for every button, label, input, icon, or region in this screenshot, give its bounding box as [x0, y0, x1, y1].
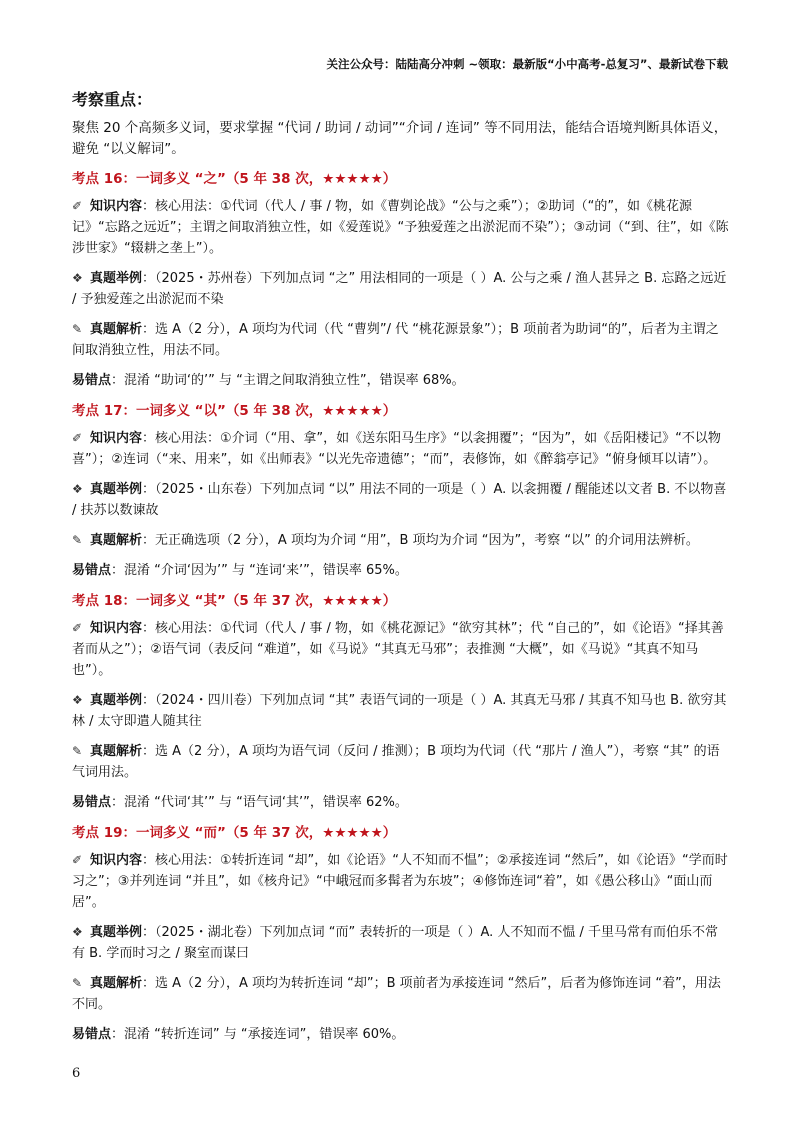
analysis-text: ：选 A（2 分），A 项均为语气词（反问 / 推测）；B 项均为代词（代 “那片 / 渔人”），考察 “其” 的语气词用法。: [72, 744, 720, 780]
diamond-icon: ❖: [72, 482, 83, 496]
example-text: ：（2025・苏州卷）下列加点词 “之” 用法相同的一项是（ ）A. 公与之乘 / 渔人甚异之 B. 忘路之远近 / 予独爱莲之出淤泥而不染: [72, 271, 727, 307]
pencil-icon: ✐: [72, 621, 83, 635]
knowledge-label: 知识内容: [90, 199, 143, 214]
mistake-text: ：混淆 “代词‘其’” 与 “语气词‘其’”，错误率 62%。: [111, 795, 408, 810]
point-title: 考点 17：一词多义 “以”（5 年 38 次，★★★★★）: [72, 403, 397, 419]
point-mistake: [72, 560, 730, 581]
knowledge-text: ：核心用法：①代词（代人 / 事 / 物，如《桃花源记》“欲穷其林”；代 “自己的”，如《论语》“择其善者而从之”）；②语气词（表反问 “难道”，如《马说》“其真无马邪”；表推测 “大概”，如《马说》“其真不知马也”）。: [72, 621, 724, 678]
point-analysis: [72, 319, 730, 361]
example-text: ：（2024・四川卷）下列加点词 “其” 表语气词的一项是（ ）A. 其真无马邪 / 其真不知马也 B. 欲穷其林 / 太守即遣人随其往: [72, 693, 727, 729]
point-analysis: [72, 530, 730, 551]
mistake-label: 易错点: [72, 563, 112, 578]
point-example: [72, 268, 730, 310]
example-text: ：（2025・湖北卷）下列加点词 “而” 表转折的一项是（ ）A. 人不知而不愠 / 千里马常有而伯乐不常有 B. 学而时习之 / 聚室而谋曰: [72, 925, 719, 961]
point-block: [72, 590, 730, 813]
point-title: 考点 16：一词多义 “之”（5 年 38 次，★★★★★）: [72, 171, 397, 187]
analysis-label: 真题解析: [90, 322, 143, 337]
intro-paragraph: 聚焦 20 个高频多义词，要求掌握 “代词 / 助词 / 动词”“介词 / 连词” 等不同用法，能结合语境判断具体语义，避免 “以义解词”。: [72, 120, 728, 157]
analysis-label: 真题解析: [90, 533, 143, 548]
point-block: [72, 168, 730, 391]
analysis-text: ：选 A（2 分），A 项均为代词（代 “曹刿”/ 代 “桃花源景象”）；B 项前者为助词“的”，后者为主谓之间取消独立性，用法不同。: [72, 322, 719, 358]
example-label: 真题举例: [90, 482, 143, 497]
point-title: 考点 18：一词多义 “其”（5 年 37 次，★★★★★）: [72, 593, 397, 609]
points-list: [72, 168, 730, 1045]
diamond-icon: ❖: [72, 693, 83, 707]
analysis-label: 真题解析: [90, 976, 143, 991]
diamond-icon: ❖: [72, 271, 83, 285]
point-knowledge: [72, 428, 730, 470]
point-analysis: [72, 973, 730, 1015]
diamond-icon: ❖: [72, 925, 83, 939]
knowledge-text: ：核心用法：①转折连词 “却”，如《论语》“人不知而不愠”；②承接连词 “然后”，如《论语》“学而时习之”；③并列连词 “并且”，如《核舟记》“中峨冠而多髯者为东坡”；④修饰连词“着”，如《愚公移山》“面山而居”。: [72, 853, 728, 910]
point-title: 考点 19：一词多义 “而”（5 年 37 次，★★★★★）: [72, 825, 397, 841]
point-example: [72, 690, 730, 732]
pen-icon: ✎: [72, 744, 83, 758]
point-knowledge: [72, 850, 730, 913]
knowledge-text: ：核心用法：①代词（代人 / 事 / 物，如《曹刿论战》“公与之乘”）；②助词（“的”，如《桃花源记》“忘路之远近”；主谓之间取消独立性，如《爱莲说》“予独爱莲之出淤泥而不染”）；③动词（“到、往”，如《陈涉世家》“辍耕之垄上”）。: [72, 199, 729, 256]
pencil-icon: ✐: [72, 431, 83, 445]
example-label: 真题举例: [90, 693, 143, 708]
point-knowledge: [72, 196, 730, 259]
pen-icon: ✎: [72, 533, 83, 547]
mistake-text: ：混淆 “助词‘的’” 与 “主谓之间取消独立性”，错误率 68%。: [111, 373, 465, 388]
page-header: 关注公众号：陆陆高分冲刺 ~领取：最新版“小中高考-总复习”、最新试卷下载: [326, 57, 728, 71]
point-example: [72, 922, 730, 964]
point-mistake: [72, 1024, 730, 1045]
point-block: [72, 400, 730, 581]
point-analysis: [72, 741, 730, 783]
point-example: [72, 479, 730, 521]
analysis-text: ：无正确选项（2 分），A 项均为介词 “用”，B 项均为介词 “因为”，考察 “以” 的介词用法辨析。: [142, 533, 699, 548]
point-mistake: [72, 792, 730, 813]
knowledge-label: 知识内容: [90, 621, 143, 636]
point-mistake: [72, 370, 730, 391]
knowledge-label: 知识内容: [90, 853, 143, 868]
point-block: [72, 822, 730, 1045]
pen-icon: ✎: [72, 322, 83, 336]
pencil-icon: ✐: [72, 199, 83, 213]
point-knowledge: [72, 618, 730, 681]
page-number: 6: [72, 1066, 81, 1081]
analysis-text: ：选 A（2 分），A 项均为转折连词 “却”；B 项前者为承接连词 “然后”，后者为修饰连词 “着”，用法不同。: [72, 976, 721, 1012]
pencil-icon: ✐: [72, 853, 83, 867]
mistake-label: 易错点: [72, 795, 112, 810]
knowledge-text: ：核心用法：①介词（“用、拿”，如《送东阳马生序》“以衾拥覆”；“因为”，如《岳阳楼记》“不以物喜”）；②连词（“来、用来”，如《出师表》“以光先帝遗德”；“而”，表修饰，如《醉翁亭记》“俯身倾耳以请”）。: [72, 431, 721, 467]
example-label: 真题举例: [90, 271, 143, 286]
mistake-label: 易错点: [72, 1027, 112, 1042]
section-title: 考察重点：: [72, 90, 153, 109]
example-text: ：（2025・山东卷）下列加点词 “以” 用法不同的一项是（ ）A. 以衾拥覆 / 醒能述以文者 B. 不以物喜 / 扶苏以数谏故: [72, 482, 727, 518]
main-content: [72, 88, 730, 1054]
mistake-label: 易错点: [72, 373, 112, 388]
knowledge-label: 知识内容: [90, 431, 143, 446]
analysis-label: 真题解析: [90, 744, 143, 759]
mistake-text: ：混淆 “转折连词” 与 “承接连词”，错误率 60%。: [111, 1027, 405, 1042]
pen-icon: ✎: [72, 976, 83, 990]
mistake-text: ：混淆 “介词‘因为’” 与 “连词‘来’”，错误率 65%。: [111, 563, 408, 578]
example-label: 真题举例: [90, 925, 143, 940]
